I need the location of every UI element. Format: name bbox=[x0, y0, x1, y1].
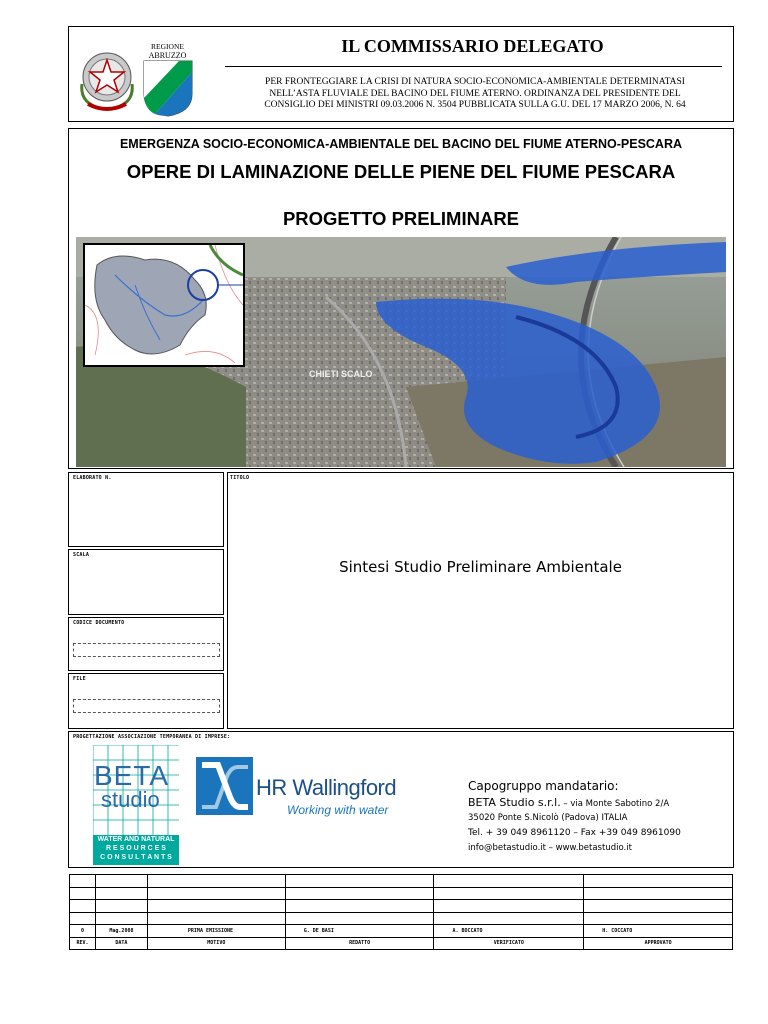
header-data: DATA bbox=[95, 937, 147, 950]
codice-field bbox=[73, 643, 220, 657]
beta-logo-tag2: R E S O U R C E S bbox=[106, 845, 166, 852]
page-title: IL COMMISSARIO DELEGATO bbox=[341, 36, 604, 56]
contact-title: Capogruppo mandatario: bbox=[468, 779, 619, 793]
elaborato-label: ELABORATO N. bbox=[73, 475, 112, 481]
scala-box bbox=[68, 549, 224, 615]
header-approvato: APPROVATO bbox=[584, 937, 733, 950]
table-row bbox=[70, 900, 733, 913]
file-label: FILE bbox=[73, 676, 86, 682]
subtitle-line-3: CONSIGLIO DEI MINISTRI 09.03.2006 N. 3504 PUBBLICATA SULLA G.U. DEL 17 MARZO 2006, N. 64 bbox=[264, 100, 686, 110]
hr-logo-tagline: Working with water bbox=[287, 803, 389, 817]
map-place-label: CHIETI SCALO bbox=[309, 369, 373, 379]
header-motivo: MOTIVO bbox=[147, 937, 285, 950]
hr-logo-name: HR Wallingford bbox=[256, 775, 397, 800]
rev-reason: PRIMA EMISSIONE bbox=[147, 925, 285, 938]
file-field bbox=[73, 699, 220, 713]
title-rule bbox=[225, 66, 722, 67]
header-redatto: REDATTO bbox=[285, 937, 434, 950]
titolo-label: TITOLO bbox=[230, 475, 250, 481]
design-label: PROGETTAZIONE ASSOCIAZIONE TEMPORANEA DI IMPRESE: bbox=[73, 734, 231, 740]
table-row bbox=[70, 875, 733, 888]
rev-drafted: G. DE BASI bbox=[285, 925, 434, 938]
aerial-flood-map bbox=[76, 237, 726, 467]
region-label: REGIONE bbox=[151, 42, 184, 51]
table-row bbox=[70, 887, 733, 900]
phase-title: PROGETTO PRELIMINARE bbox=[282, 208, 520, 229]
beta-logo-band bbox=[93, 835, 179, 865]
rev-approved: H. COCCATO bbox=[584, 925, 733, 938]
abruzzo-logo-icon bbox=[143, 60, 193, 117]
elaborato-box bbox=[68, 472, 224, 547]
emergency-title: EMERGENZA SOCIO-ECONOMICA-AMBIENTALE DEL BACINO DEL FIUME ATERNO-PESCARA bbox=[119, 137, 683, 151]
basin-inset-map bbox=[83, 243, 245, 367]
codice-label: CODICE DOCUMENTO bbox=[73, 620, 125, 626]
contact-email[interactable]: info@betastudio.it – www.betastudio.it bbox=[468, 843, 632, 853]
contact-phone: Tel. + 39 049 8961120 – Fax +39 049 8961090 bbox=[468, 828, 681, 838]
emblem-icon bbox=[74, 44, 140, 114]
revision-entry-row bbox=[70, 925, 733, 938]
table-row bbox=[70, 912, 733, 925]
rev-number: 0 bbox=[70, 925, 96, 938]
contact-address1: – via Monte Sabotino 2/A bbox=[560, 799, 670, 809]
works-title: OPERE DI LAMINAZIONE DELLE PIENE DEL FIUME PESCARA bbox=[126, 161, 676, 182]
header-rev: REV. bbox=[70, 937, 96, 950]
contact-address2: 35020 Ponte S.Nicolò (Padova) ITALIA bbox=[468, 813, 628, 823]
beta-logo-line1: BETA bbox=[94, 760, 170, 791]
beta-logo-tag3: C O N S U L T A N T S bbox=[100, 854, 172, 861]
rev-date: Mag.2008 bbox=[95, 925, 147, 938]
contact-company: BETA Studio s.r.l. bbox=[468, 796, 561, 809]
subtitle-line-2: NELL’ASTA FLUVIALE DEL BACINO DEL FIUME ATERNO. ORDINANZA DEL PRESIDENTE DEL bbox=[269, 89, 681, 99]
hr-wallingford-logo-icon bbox=[196, 757, 253, 815]
header-verificato: VERIFICATO bbox=[434, 937, 584, 950]
scala-label: SCALA bbox=[73, 552, 90, 558]
titolo-box bbox=[227, 472, 734, 729]
beta-logo-tag1: WATER AND NATURAL bbox=[97, 836, 175, 843]
revision-table bbox=[69, 874, 733, 950]
document-title: Sintesi Studio Preliminare Ambientale bbox=[339, 558, 622, 576]
beta-studio-logo bbox=[93, 745, 179, 865]
region-name: ABRUZZO bbox=[148, 51, 187, 60]
subtitle-line-1: PER FRONTEGGIARE LA CRISI DI NATURA SOCIO-ECONOMICA-AMBIENTALE DETERMINATASI bbox=[265, 77, 685, 87]
revision-header-row bbox=[70, 937, 733, 950]
contact-company-line bbox=[468, 796, 669, 809]
beta-logo-line2: studio bbox=[101, 787, 160, 812]
rev-checked: A. BOCCATO bbox=[434, 925, 584, 938]
